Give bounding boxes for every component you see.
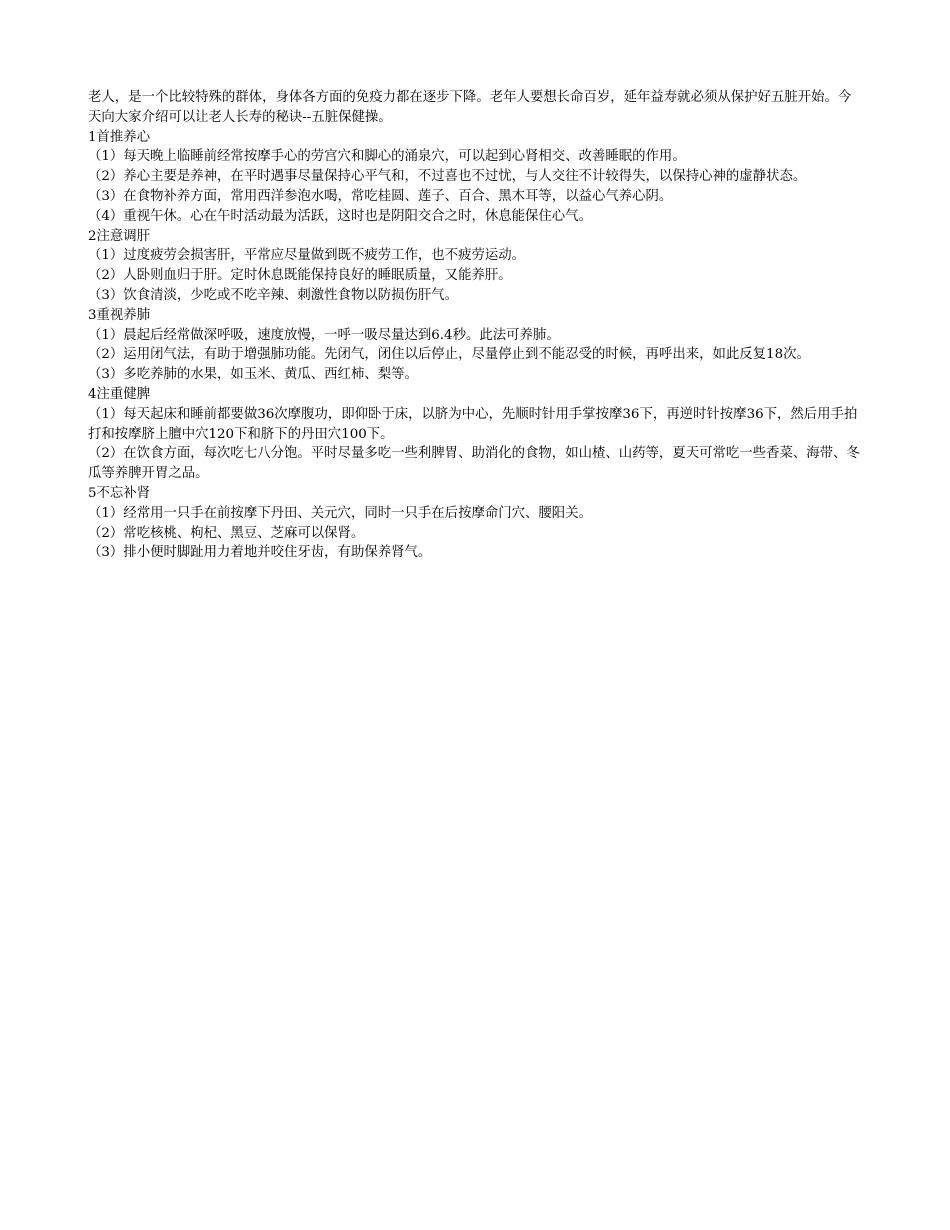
document-body: [88, 88, 864, 563]
section-heading: 4注重健脾: [88, 386, 151, 402]
section-kidney: [88, 484, 864, 563]
section-item: （1）晨起后经常做深呼吸，速度放慢，一呼一吸尽量达到6.4秒。此法可养肺。: [88, 327, 560, 343]
section-item: （2）养心主要是养神，在平时遇事尽量保持心平气和，不过喜也不过忧，与人交往不计较得失，以保持心神的虚静状态。: [88, 169, 807, 185]
section-heading: 2注意调肝: [88, 228, 151, 244]
section-heading: 1首推养心: [88, 129, 151, 145]
section-item: （2）常吃核桃、枸杞、黑豆、芝麻可以保肾。: [88, 525, 365, 541]
section-item: （1）每天晚上临睡前经常按摩手心的劳宫穴和脚心的涌泉穴，可以起到心肾相交、改善睡眠的作用。: [88, 149, 686, 165]
section-item: （3）排小便时脚趾用力着地并咬住牙齿，有助保养肾气。: [88, 545, 432, 561]
section-item: （1）每天起床和睡前都要做36次摩腹功，即仰卧于床，以脐为中心，先顺时针用手掌按摩36下，再逆时针按摩36下，然后用手拍打和按摩脐上膻中穴120下和脐下的丹田穴100下。: [88, 406, 858, 442]
section-heart: [88, 128, 864, 227]
section-item: （1）经常用一只手在前按摩下丹田、关元穴，同时一只手在后按摩命门穴、腰阳关。: [88, 505, 592, 521]
section-item: （2）人卧则血归于肝。定时休息既能保持良好的睡眠质量，又能养肝。: [88, 268, 512, 284]
section-item: （3）在食物补养方面，常用西洋参泡水喝，常吃桂圆、莲子、百合、黑木耳等，以益心气养心阴。: [88, 188, 673, 204]
section-item: （2）在饮食方面，每次吃七八分饱。平时尽量多吃一些利脾胃、助消化的食物，如山楂、山药等，夏天可常吃一些香菜、海带、冬瓜等养脾开胃之品。: [88, 446, 860, 482]
section-item: （3）多吃养肺的水果，如玉米、黄瓜、西红柿、梨等。: [88, 367, 418, 383]
section-item: （1）过度疲劳会损害肝，平常应尽量做到既不疲劳工作，也不疲劳运动。: [88, 248, 526, 264]
section-item: （2）运用闭气法，有助于增强肺功能。先闭气，闭住以后停止，尽量停止到不能忍受的时候，再呼出来，如此反复18次。: [88, 347, 810, 363]
section-item: （4）重视午休。心在午时活动最为活跃，这时也是阴阳交合之时，休息能保住心气。: [88, 208, 592, 224]
section-heading: 3重视养肺: [88, 307, 151, 323]
intro-paragraph: 老人，是一个比较特殊的群体，身体各方面的免疫力都在逐步下降。老年人要想长命百岁，延年益寿就必须从保护好五脏开始。今天向大家介绍可以让老人长寿的秘诀--五脏保健操。: [88, 90, 852, 125]
section-lung: [88, 306, 864, 385]
section-item: （3）饮食清淡，少吃或不吃辛辣、刺激性食物以防损伤肝气。: [88, 287, 459, 303]
section-spleen: [88, 385, 864, 484]
section-liver: [88, 227, 864, 306]
section-heading: 5不忘补肾: [88, 485, 151, 501]
